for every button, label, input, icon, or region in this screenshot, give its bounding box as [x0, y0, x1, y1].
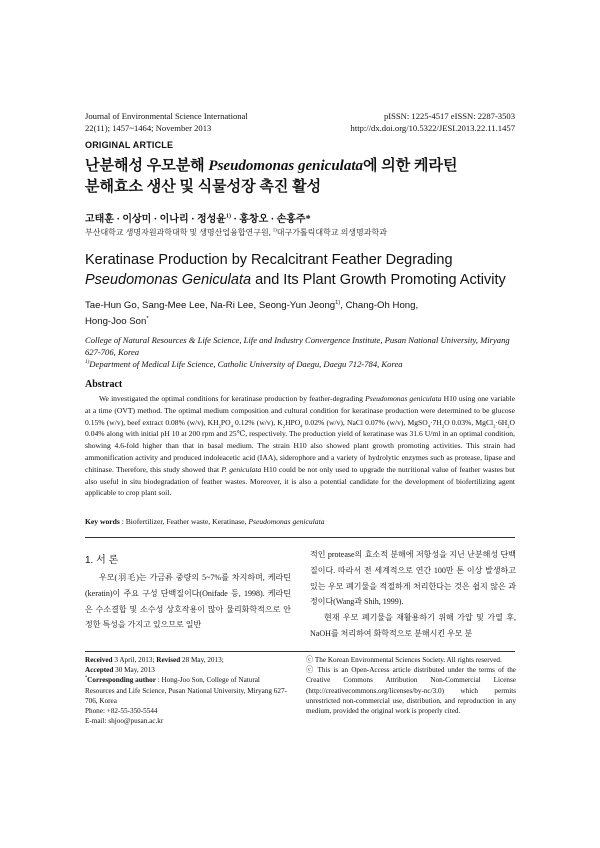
korean-affil-text: 부산대학교 생명자원과학대학 및 생명산업융합연구원, [85, 228, 273, 237]
abstract-text-9: ·6H [495, 417, 508, 427]
korean-title-line2: 분해효소 생산 및 식물성장 촉진 활성 [85, 179, 322, 195]
korean-title-prefix: 난분해성 우모분해 [85, 158, 209, 174]
abstract-text-4: 0.12% (w/v), K [232, 417, 283, 427]
english-authors-sup: 1) [335, 299, 341, 306]
english-title-line1: Keratinase Production by Recalcitrant Feather Degrading [85, 252, 453, 268]
abstract-text-6: 0.02% (w/v), NaCl 0.07% (w/v), MgSO [302, 417, 428, 427]
abstract-text-7: ·7H [430, 417, 442, 427]
copyright: ⓒ The Korean Environmental Sciences Society. All rights reserved. [306, 656, 502, 664]
abstract-species-1: Pseudomonas geniculata [365, 394, 442, 403]
article-type: ORIGINAL ARTICLE [85, 140, 174, 150]
english-authors [85, 298, 515, 330]
footer-divider [85, 651, 515, 652]
journal-header-right [351, 110, 515, 134]
journal-volume: 22(11); 1457~1464; November 2013 [85, 123, 212, 133]
abstract-sub: 2 [441, 423, 445, 429]
abstract-sub: 4 [300, 423, 303, 429]
abstract-text-5: HPO [285, 417, 301, 427]
abstract-sub: 2 [493, 423, 496, 429]
received-label: Received [85, 656, 113, 664]
footer-right [306, 655, 516, 716]
abstract-text-8: O 0.03%, MgCl [444, 417, 494, 427]
korean-affiliation [85, 227, 387, 238]
corr-label: Corresponding author [87, 676, 156, 685]
english-affil2-wrap [85, 358, 515, 370]
korean-authors-rest: · 홍창오 · 손홍주* [230, 214, 311, 225]
intro-column-left: 우모(羽毛)는 가금류 중량의 5~7%를 차지하며, 케라틴(keratin)이 주요 구성 단백질이다(Onifade 등, 1998). 케라틴은 수소결합 및 소수성 상호작용이 많아 물리화학적으로 안정한 특성을 가지고 있으므로 일반 [85, 573, 291, 630]
english-affiliation [85, 334, 515, 370]
revised-date: 28 May, 2013; [180, 656, 224, 664]
corresponding-author [85, 675, 291, 706]
section-heading-intro: 1. 서 론 [85, 555, 119, 566]
received-date: 3 April, 2013; [112, 656, 157, 664]
keywords-sep: : [119, 517, 126, 526]
english-affil2-sup: 1) [85, 359, 90, 366]
abstract-text-1: We investigated the optimal conditions for keratinase production by feather-degrading [99, 394, 366, 403]
keywords [85, 517, 515, 526]
journal-header-left [85, 110, 248, 134]
keywords-label: Key words [85, 517, 120, 526]
korean-affil-sup: 1) [272, 228, 277, 234]
keywords-text: Biofertilizer, Feather waste, Keratinase, [125, 517, 249, 526]
abstract-body [85, 393, 515, 499]
english-title-species: Pseudomonas Geniculata [85, 272, 252, 288]
korean-title [85, 156, 525, 198]
email[interactable]: E-mail: shjoo@pusan.ac.kr [85, 717, 164, 726]
abstract-sub: 2 [507, 423, 510, 429]
abstract-heading: Abstract [85, 379, 123, 390]
intro-right-p2: 현재 우모 폐기물을 재활용하기 위해 가압 및 가열 후, NaOH를 처리하여 화학적으로 분해시킨 우모 분 [310, 613, 516, 638]
keywords-species: Pseudomonas geniculata [248, 517, 325, 526]
corr-sup: * [85, 675, 88, 681]
abstract-sub: 2 [218, 423, 221, 429]
english-authors-line2: Hong-Joo Son [85, 316, 147, 327]
english-title [85, 250, 525, 290]
abstract-divider [85, 537, 515, 538]
journal-issn: pISSN: 1225-4517 eISSN: 2287-3503 [383, 111, 515, 121]
abstract-sub: 4 [427, 423, 430, 429]
revised-label: Revised [156, 656, 181, 664]
license: ⓒ This is an Open-Access article distributed under the terms of the Creative Commons Attribution Non-Commercial License (http://creativecommons.org/licenses/by-nc/3.0) which permits unrestricted non-commercial use, distribution, and reproduction in any medium, provided the original work is properly cited. [306, 666, 516, 716]
korean-authors-text: 고태훈 · 이상미 · 이나리 · 정성윤 [85, 214, 226, 225]
footer-left [85, 655, 291, 726]
english-affil1: College of Natural Resources & Life Science, Life and Industry Convergence Institute, Pusan National University, Miryang 627-706, Korea [85, 335, 510, 357]
accepted-line [85, 665, 291, 675]
english-title-line2: and Its Plant Growth Promoting Activity [251, 272, 506, 288]
accepted-label: Accepted [85, 666, 114, 675]
received-line [85, 655, 291, 665]
korean-affil-rest: 대구가톨릭대학교 의생명과학과 [276, 228, 387, 237]
phone: Phone: +82-55-350-5544 [85, 707, 158, 716]
journal-doi[interactable]: http://dx.doi.org/10.5322/JESI.2013.22.11.1457 [350, 123, 515, 133]
abstract-text-11: H10 could be not only used to upgrade the nutritional value of feather wastes but also useful in situ biodegradation of feather wastes. Moreover, it is also a potential candidate for the development of biofertilizing agent applicable to crop plant soil. [85, 464, 515, 498]
english-authors-rest: , Chang-Oh Hong, [340, 300, 419, 311]
korean-authors-sup: 1) [225, 213, 231, 220]
abstract-text-3: PO [220, 417, 231, 427]
abstract-species-2: P. geniculata [221, 464, 262, 474]
english-affil2: Department of Medical Life Science, Catholic University of Daegu, Daegu 712-784, Korea [89, 359, 403, 369]
korean-authors [85, 210, 311, 225]
abstract-sub: 2 [282, 423, 286, 429]
corr-text: : Hong-Joo Son, College of Natural Resources and Life Science, Pusan National University, Miryang 627-706, Korea [85, 676, 287, 705]
english-authors-line2-sup: * [146, 315, 149, 322]
english-authors-text: Tae-Hun Go, Sang-Mee Lee, Na-Ri Lee, Seong-Yun Jeong [85, 300, 336, 311]
journal-name: Journal of Environmental Science International [85, 111, 248, 121]
korean-title-suffix: 에 의한 케라틴 [363, 158, 458, 174]
accepted-date: 30 May, 2013 [113, 666, 155, 675]
abstract-text-2: H10 using one variable at a time (OVT) method. The optimal medium composition and cultural condition for keratinase production were determined to be glucose 0.15% (w/v), beef extract 0.08% (w/v), KH [85, 394, 516, 427]
abstract-text-10: O 0.04% along with initial pH 10 at 200 rpm and 25℃, respectively. The production yield of keratinase was 31.6 U/ml in an optimal condition, showing 4.6-fold higher than that in basal medium. The strain H10 also showed plant growth promoting activities. This strain had ammonification activity and produced indoleacetic acid (IAA), siderophore and a variety of hydrolytic enzymes such as protease, lipase and chitinase. Therefore, this study showed that [85, 417, 515, 474]
abstract-sub: 4 [230, 423, 233, 429]
intro-column-right [310, 547, 516, 642]
intro-right-p1: 적인 protease의 효소적 분해에 저항성을 지닌 난분해성 단백질이다. 따라서 전 세계적으로 연간 100만 톤 이상 발생하고 있는 우모 폐기물을 적절하게 처리한다는 것은 쉽지 않은 과정이다(Wang과 Shih, 1999). [310, 550, 516, 607]
korean-title-species: Pseudomonas geniculata [208, 158, 364, 174]
